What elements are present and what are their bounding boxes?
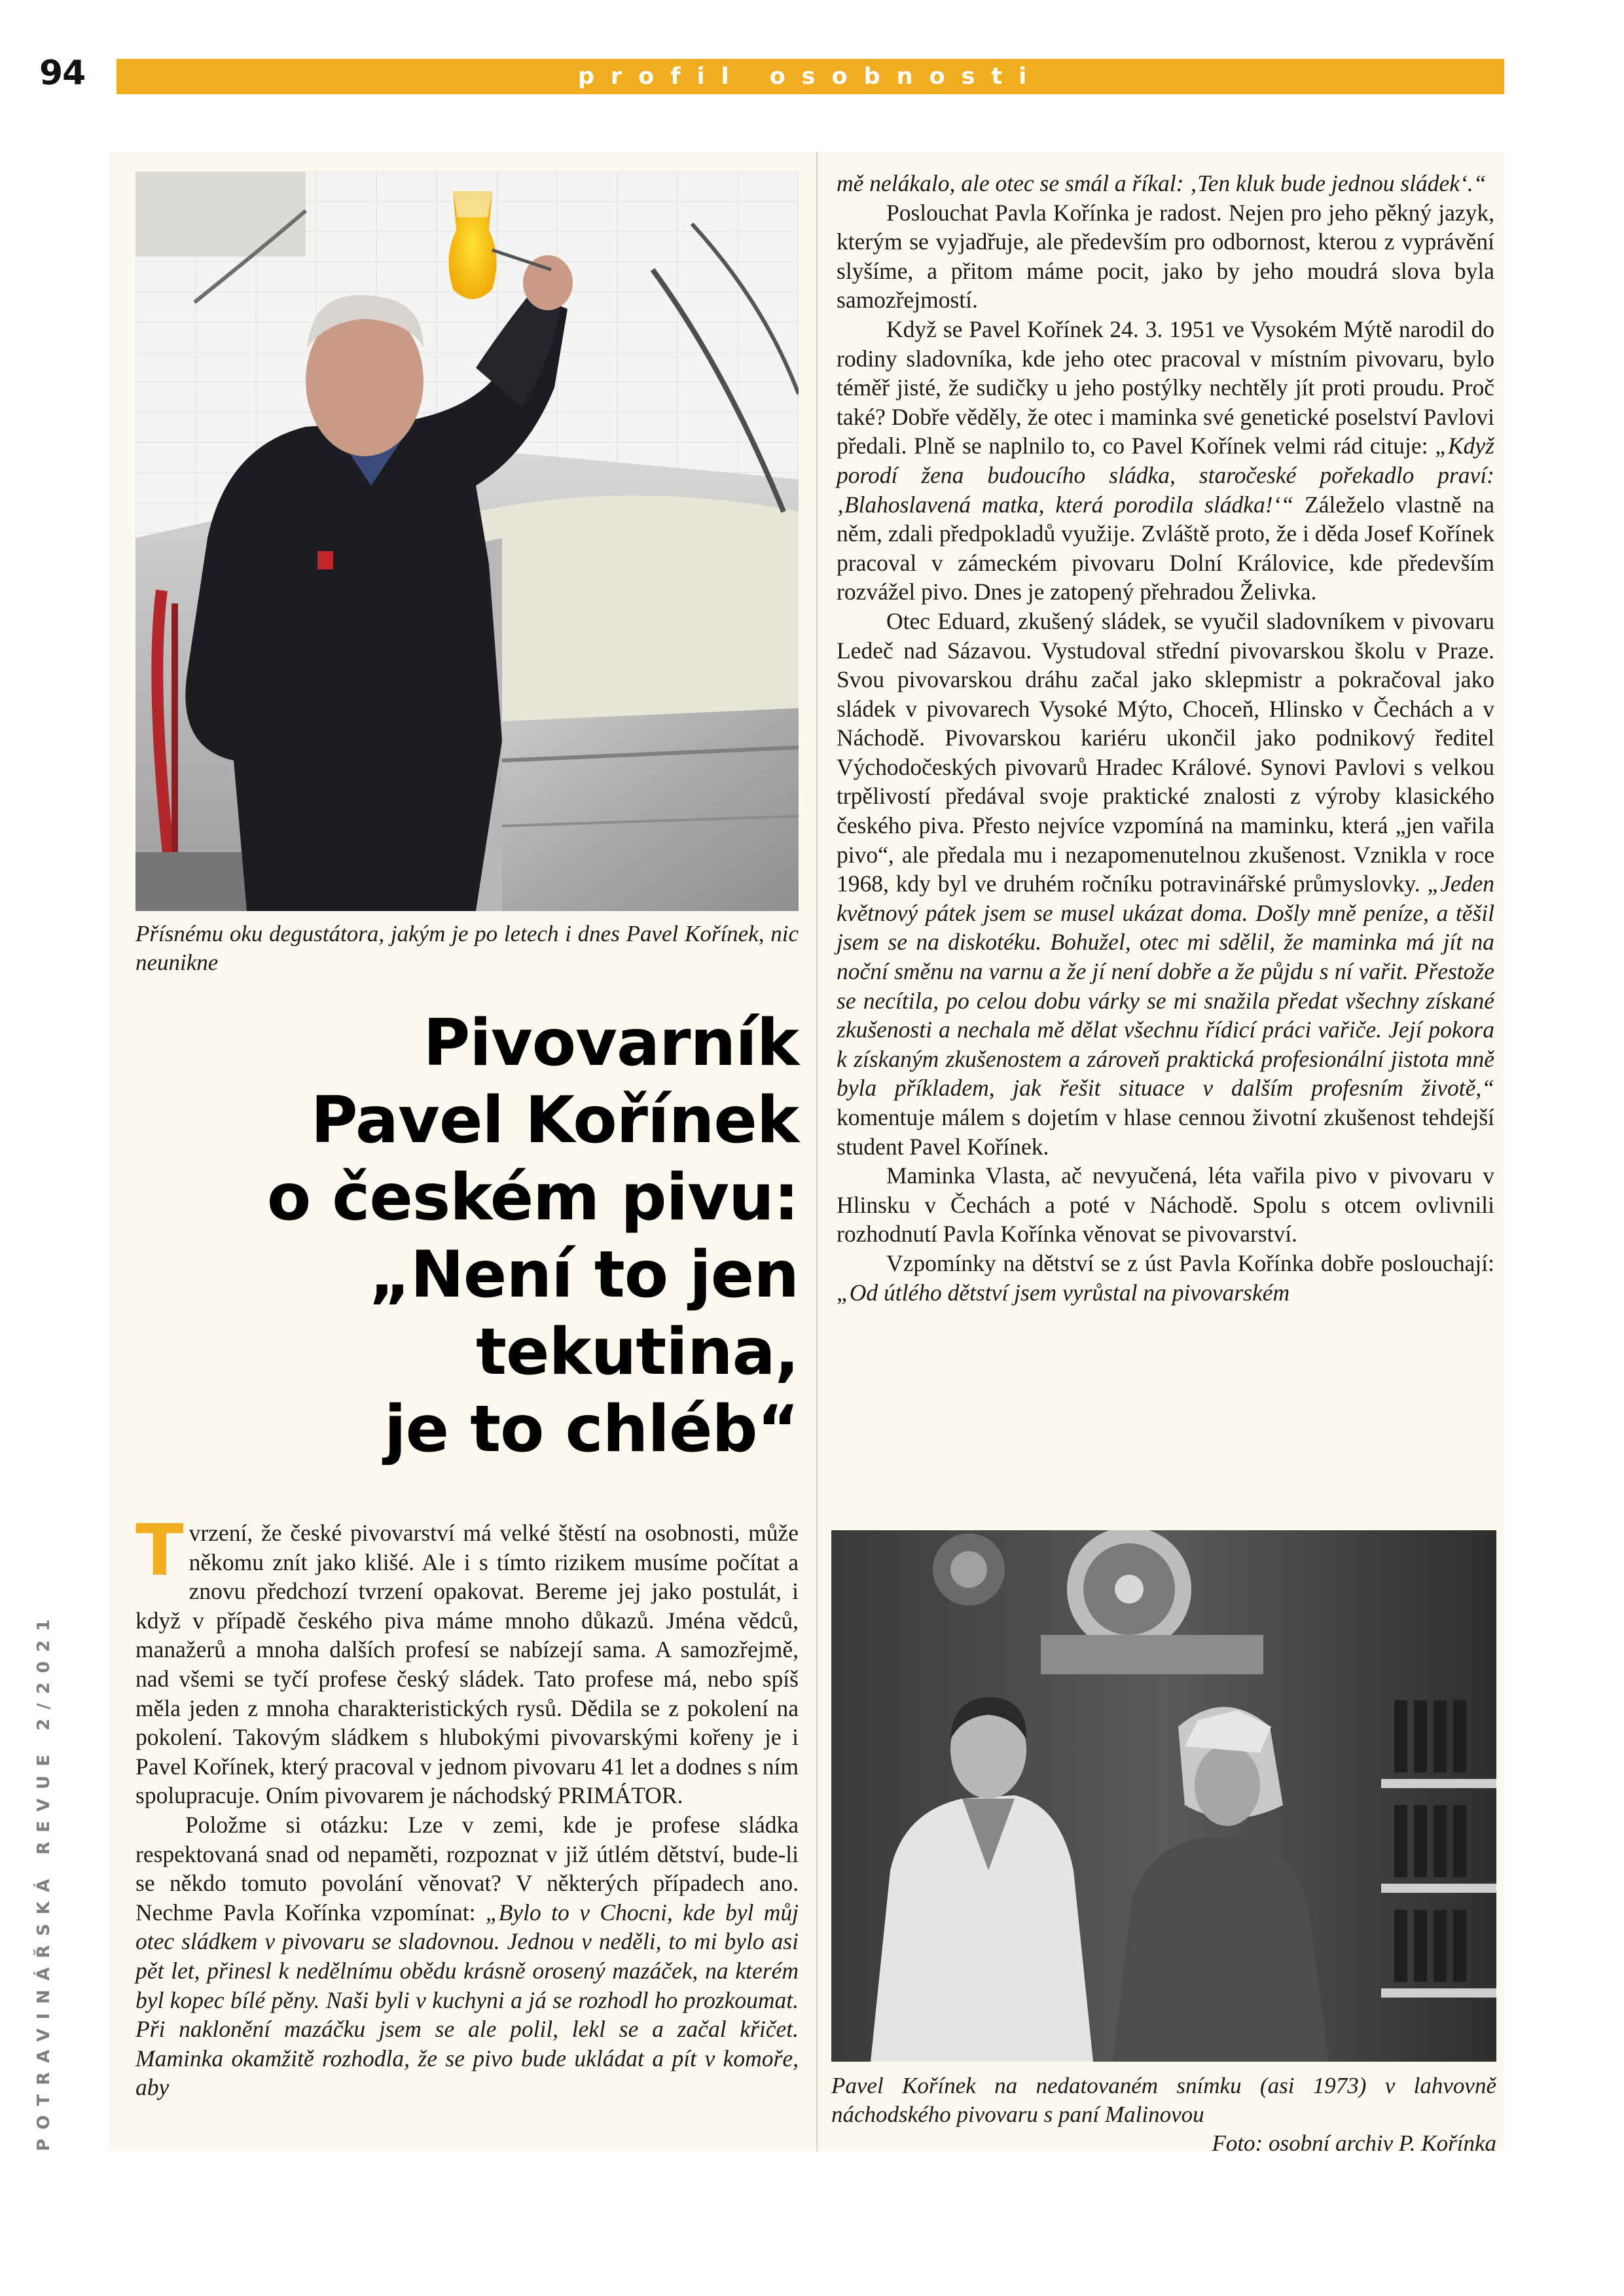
paragraph <box>135 1510 799 1810</box>
headline-line: je to chléb“ <box>384 1392 799 1467</box>
paragraph-text: komentuje málem s dojetím v hlase cennou životní zkušenost tehdejší student Pavel Kořínek. <box>837 1104 1494 1160</box>
paragraph-text: Položme si otázku: Lze v zemi, kde je profese sládka respektovaná snad od nepaměti, rozpoznat v již útlém dětství, bude-li se někdo tomuto povolání věnovat? V některých případech ano. Nechme Pavla Kořínka vzpomínat: <box>135 1811 799 1926</box>
quote-text: „Když porodí žena budoucího sládka, staročeské pořekadlo praví: ‚Blahoslavená matka, která porodila sládka!‘“ <box>837 433 1494 518</box>
page-number: 94 <box>39 54 86 93</box>
paragraph <box>135 1810 799 2102</box>
column-divider <box>816 152 818 2151</box>
paragraph: Poslouchat Pavla Kořínka je radost. Nejen pro jeho pěkný jazyk, kterým se vyjadřuje, ale především pro odbornost, kterou z vyprávění slyšíme, a přitom máme pocit, jako by jeho moudrá slova byla samozřejmostí. <box>837 199 1494 314</box>
paragraph <box>837 169 1494 198</box>
paragraph-text: Záleželo vlastně na něm, zdali předpokladů využije. Zvláště proto, že i děda Josef Kořínek pracoval v zámeckém pivovaru Dolní Královice, kde především rozvážel pivo. Dnes je zatopený přehradou Želivka. <box>837 491 1495 605</box>
paragraph: Maminka Vlasta, ač nevyučená, léta vařila pivo v pivovaru v Hlinsku v Čechách a poté v Náchodě. Spolu s otcem ovlivnili rozhodnutí Pavla Kořínka věnovat se pivovarství. <box>837 1162 1494 1247</box>
section-label: profil osobnosti <box>577 63 1043 90</box>
headline-line: Pavel Kořínek <box>310 1083 799 1158</box>
right-column-text <box>837 169 1494 1307</box>
drop-cap: T <box>135 1510 184 1592</box>
paragraph-text: Otec Eduard, zkušený sládek, se vyučil sladovníkem v pivovaru Ledeč nad Sázavou. Vystudoval střední pivovarskou školu v Praze. Svou pivovarskou dráhu začal jako sklepmistr a pokračoval jako sládek v pivovarech Vysoké Mýto, Choceň, Hlinsko v Čechách a v Náchodě. Pivovarskou kariéru ukončil jako podnikový ředitel Východočeských pivovarů Hradec Králové. Synovi Pavlovi s velkou trpělivostí předával svoje praktické znalosti z výroby klasického českého piva. Přesto nejvíce vzpomíná na maminku, která „jen vařila pivo“, ale předala mu i nezapomenutelnou zkušenost. Vznikla v roce 1968, kdy byl ve druhém ročníku potravinářské průmyslovky. <box>837 607 1494 897</box>
article-headline <box>121 1005 799 1468</box>
headline-line: Pivovarník <box>423 1006 799 1081</box>
paragraph <box>837 607 1494 1161</box>
paragraph <box>837 315 1494 607</box>
journal-side-label: POTRAVINÁŘSKÁ REVUE 2/2021 <box>34 1610 54 2151</box>
paragraph-text: vrzení, že české pivovarství má velké štěstí na osobnosti, může někomu znít jako klišé. Ale i s tímto rizikem musíme počítat a znovu předchozí tvrzení opakovat. Bereme jej jako postulát, i když v případě českého piva máme mnoho důkazů. Jména vědců, manažerů a mnoha dalších profesí se nabízejí sama. A samozřejmě, nad všemi se tyčí profese český sládek. Tato profese má, nebo spíš měla jeden z mnoha charakteristických rysů. Dědila se z pokolení na pokolení. Takovým sládkem s hlubokými pivovarskými kořeny je i Pavel Kořínek, který pracoval v jednom pivovaru 41 let a dodnes s ním spolupracuje. Oním pivovarem je náchodský PRIMÁTOR. <box>135 1520 799 1809</box>
quote-text: „Bylo to v Chocni, kde byl můj otec sládkem v pivovaru se sladovnou. Jednou v neděli, to mi bylo asi pět let, přinesl k nedělnímu obědu krásně orosený mazáček, na kterém byl kopec bílé pěny. Naši byli v kuchyni a já se rozhodl ho prozkoumat. Při naklonění mazáčku jsem se ale polil, lekl se a začal křičet. Maminka okamžitě rozhodla, že se pivo bude ukládat a pít v komoře, aby <box>135 1899 799 2101</box>
quote-text: mě nelákalo, ale otec se smál a říkal: ‚Ten kluk bude jednou sládek‘.“ <box>837 170 1487 196</box>
paragraph-text: Když se Pavel Kořínek 24. 3. 1951 ve Vysokém Mýtě narodil do rodiny sladovníka, kde jeho otec pracoval v místním pivovaru, bylo téměř jisté, že sudičky u jeho postýlky nechtěly jít proti proudu. Proč také? Dobře věděly, že otec i maminka své genetické poselství Pavlovi předali. Plně se naplnilo to, co Pavel Kořínek velmi rád cituje: <box>837 315 1494 459</box>
photo-bottling-hall-image <box>831 1530 1496 2062</box>
photo-brewer-tasting <box>135 171 799 911</box>
quote-text: „Od útlého dětství jsem vyrůstal na pivovarském <box>837 1279 1290 1306</box>
photo-brewer-caption: Přísnému oku degustátora, jakým je po letech i dnes Pavel Kořínek, nic neunikne <box>135 921 799 975</box>
paragraph-text: Vzpomínky na dětství se z úst Pavla Kořínka dobře poslouchají: <box>886 1249 1494 1276</box>
quote-text: „Jeden květnový pátek jsem se musel ukázat doma. Došly mně peníze, a těšil jsem se na diskotéku. Bohužel, otec mi sdělil, že maminka má jít na noční směnu na varnu a že jí není dobře a že půjdu s ní vařit. Přestože se necítila, po celou dobu várky se mi snažila předat všechny získané zkušenosti a nechala mě dělat všechnu řídicí práci vařiče. Její pokora k získaným zkušenostem a zároveň praktická profesionální jistota mně byla příkladem, jak řešit situace v dalším profesním životě,“ <box>837 870 1494 1102</box>
left-column-text <box>135 1510 799 2102</box>
headline-line: o českém pivu: <box>266 1160 799 1235</box>
headline-line: „Není to jen <box>369 1238 799 1312</box>
headline-line: tekutina, <box>476 1315 799 1390</box>
photo-brewer-tasting-image <box>135 171 799 911</box>
photo-credit: Foto: osobní archiv P. Kořínka <box>1212 2130 1496 2156</box>
photo-bottling-caption: Pavel Kořínek na nedatovaném snímku (asi 1973) v lahvovně náchodského pivovaru s paní Malinovou <box>831 2073 1496 2127</box>
paragraph <box>837 1249 1494 1307</box>
photo-bottling-hall <box>831 1530 1496 2062</box>
